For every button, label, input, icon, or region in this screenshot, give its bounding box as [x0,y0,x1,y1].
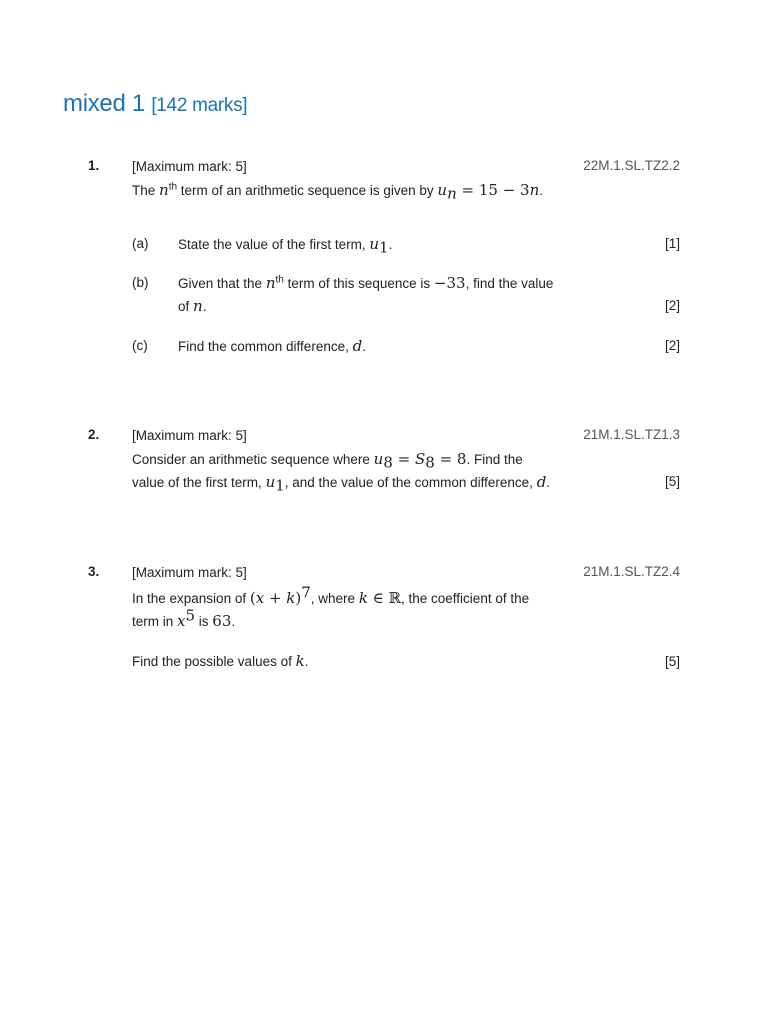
question-1a-label: (a) [132,236,149,251]
question-1b-marks: [2] [664,298,680,313]
question-1b-label: (b) [132,275,149,290]
question-3-stem: In the expansion of $(x + k)^7$, where k ∈ ℝ, the coefficient of the term in $x^5$ is 63. [132,583,530,630]
page-title [63,90,247,118]
question-1-reference: 22M.1.SL.TZ2.2 [583,158,680,173]
title-marks: [142 marks] [151,95,248,116]
question-3-max-mark: [Maximum mark: 5] [132,565,247,580]
question-1-number: 1. [88,158,100,173]
question-2-number: 2. [88,427,100,442]
question-1c-marks: [2] [664,338,680,353]
question-2-stem: Consider an arithmetic sequence where $u_8 = S_8 = 8$. Find the value of the first term, $u_1$, and the value of the common difference, d. [132,450,551,495]
question-1-stem: The $n^{th}$ term of an arithmetic sequence is given by $u_n = 15 - 3n$. [132,181,544,203]
question-2-reference: 21M.1.SL.TZ1.3 [583,427,680,442]
question-2-max-mark: [Maximum mark: 5] [132,428,247,443]
question-1c-text: Find the common difference, d. [178,337,366,355]
question-1b-text: Given that the $n^{th}$ term of this sequence is −33, find the value of n. [178,274,554,315]
question-1c-label: (c) [132,338,148,353]
title-text: mixed 1 [63,90,145,117]
question-1a-text: State the value of the first term, $u_1$. [178,235,393,257]
question-3-number: 3. [88,564,100,579]
question-3-reference: 21M.1.SL.TZ2.4 [583,564,680,579]
question-1a-marks: [1] [664,236,680,251]
question-2-marks: [5] [664,474,680,489]
question-3-find: Find the possible values of k. [132,652,309,670]
question-1-max-mark: [Maximum mark: 5] [132,159,247,174]
question-3-marks: [5] [664,654,680,669]
